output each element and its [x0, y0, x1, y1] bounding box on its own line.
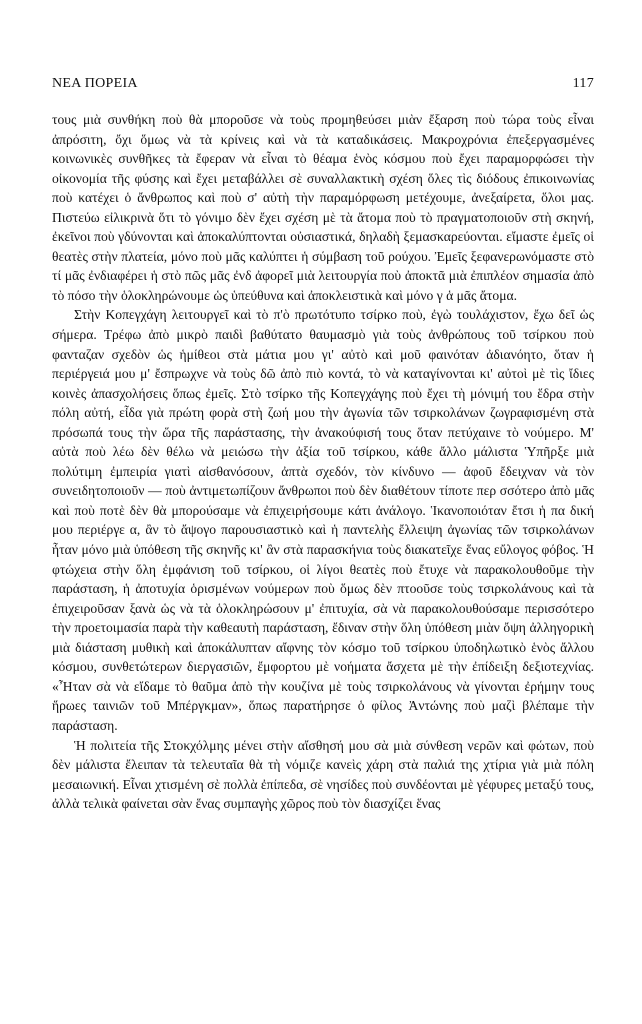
- paragraph: τους μιὰ συνθήκη ποὺ θὰ μποροῦσε νὰ τοὺς προμηθεύσει μιὰν ἔξαρση ποὺ τώρα τοὺς εἶναι ἀπρόσιτη, ὄχι ὅμως νὰ τὰ κρίνεις καὶ νὰ τὰ καταδικάσεις. Μακροχρόνια ἐπεξεργασμένες κοινωνικὲς συνθῆκες τὰ ἔφεραν νὰ εἶναι τὸ θέαμα ἑνὸς κόσμου ποὺ ἔχει παραμορφώσει τὴν οἰκονομία τῆς φύσης καὶ ἔχει μεταβάλλει σὲ συναλλακτικὴ σχέση ὅλες τὶς διόδους ἐπικοινωνίας ποὺ κατέχει ὁ ἄνθρωπος καὶ ποὺ σ' αὐτὴ τὴν παραμόρφωση μετέχουμε, ἀνεξαίρετα, ὅλοι μας. Πιστεύω εἰλικρινὰ ὅτι τὸ γόνιμο δὲν ἔχει σχέση μὲ τὰ ἄτομα ποὺ τὸ πραγματοποιοῦν στὴ σκηνή, ἐκεῖνοι ποὺ γδύνονται καὶ ἀποκαλύπτονται οὐσιαστικά, δηλαδὴ ξεμασκαρεύονται. εἴμαστε ἐμεῖς οἱ θεατὲς στὴν πλατεία, μόνο ποὺ μᾶς καλύπτει ἡ σύμβαση τοῦ ρούχου. Ἐμεῖς ξεφανερωνόμαστε στὸ τί μᾶς ἐνδιαφέρει ἡ στὸ πῶς μᾶς ἐνδ ἀφορεῖ μιὰ λειτουργία ποὺ ἀποκτᾶ μιὰ ἐπιπλέον σημασία ἀπὸ τὸ πόσο τὴν ὁλοκληρώνουμε ὡς ὑπεύθυνα καὶ ἀποκλειστικὰ καὶ μόνο γ ἁ μᾶς ἄτομα.: [52, 112, 594, 303]
- journal-title: ΝΕΑ ΠΟΡΕΙΑ: [52, 76, 138, 91]
- paragraph: Ἡ πολιτεία τῆς Στοκχόλμης μένει στὴν αἴσθησή μου σὰ μιὰ σύνθεση νερῶν καὶ φώτων, ποὺ δὲν μάλιστα ἔλειπαν τὰ τελευταῖα θὰ τὴ νόμιζε κανεὶς χάρη στὰ παλιά της χτίρια γιὰ μιὰ πόλη μεσαιωνική. Εἶναι χτισμένη σὲ πολλὰ ἐπίπεδα, σὲ νησίδες ποὺ συνδέονται μὲ γέφυρες μεταξύ τους, ἀλλὰ τελικὰ φαίνεται σὰν ἕνας συμπαγὴς χῶρος ποὺ τὸν διασχίζει ἕνας: [52, 737, 594, 812]
- body-text: [52, 110, 594, 814]
- page-number: 117: [572, 76, 594, 91]
- paragraph: Στὴν Κοπεγχάγη λειτουργεῖ καὶ τὸ π'ὸ πρωτότυπο τσίρκο ποὺ, ἐγὼ τουλάχιστον, ἔχω δεῖ ὡς σήμερα. Τρέφω ἀπὸ μικρὸ παιδὶ βαθύτατο θαυμασμὸ γιὰ τοὺς ἀνθρώπους τοῦ τσίρκου ποὺ φανταζαν σχεδὸν ὡς ἡμίθεοι στὰ μάτια μου γι' αὐτὸ καὶ μοῦ φαινόταν ἀδιανόητο, ὅταν ἡ περιέργειά μου μ' ἔσπρωχνε νὰ τοὺς δῶ ἀπὸ πιὸ κοντά, τὸ νὰ καταγίνονται κι' αὐτοὶ μὲ τὶς ἴδιες κοινὲς ἀπασχολήσεις ὅπως ἐμεῖς. Στὸ τσίρκο τῆς Κοπεγχάγης ποὺ ἔχει τὴ μόνιμή του ἕδρα στὴν πόλη αὐτή, εἶδα γιὰ πρώτη φορὰ στὴ ζωή μου τὴν ἀγωνία τῶν τσιρκολάνων ζωγραφισμένη στὰ πρόσωπά τους τὴν ὥρα τῆς παράστασης, τὴν ἀνακούφισή τους ὅταν πετύχαινε τὸ νούμερο. Μ' αὐτὰ ποὺ λέω δὲν θέλω νὰ μειώσω τὴν ἀξία τοῦ τσίρκου, κάθε ἄλλο μάλιστα Ὑπῆρξε μιὰ πολύτιμη ἐμπειρία γιατὶ αἰσθανόσουν, ἀπτὰ σχεδόν, τὸν κίνδυνο — ἀφοῦ ἔδειχναν νὰ τὸν συνειδητοποιοῦν — ποὺ ἀντιμετωπίζουν ἄνθρωποι ποὺ δὲν διαθέτουν τίποτε περ σσότερο ἀπὸ μᾶς καὶ ποὺ ποτὲ δὲν θὰ μπορούσαμε νὰ ἐπιχειρήσουμε κάτι ἀνάλογο. Ἱκανοποιόταν ἔτσι ἡ πα δική μου περιέργε α, ἂν τὸ ἄψογο παρουσιαστικὸ καὶ ἡ παντελὴς ἔλλειψη ἀγωνίας τῶν τσιρκολάνων ἦταν μόνο μιὰ ὑπόθεση τῆς σκηνῆς κι' ἂν στὰ παρασκήνια τοὺς διακατεῖχε ἕνας εὔλογος φόβος. Ἡ φτώχεια στὴν ὅλη ἐμφάνιση τοῦ τσίρκου, οἱ λίγοι θεατὲς ποὺ ἔτυχε νὰ παρακολουθοῦμε τὴν παράσταση, ἡ ἀποτυχία ὁρισμένων νούμερων ποὺ ὅμως δὲν πτοοῦσε τοὺς τσιρκολάνους καὶ τὰ ἐπιχειροῦσαν ξανὰ ὡς νὰ τὰ ὁλοκληρώσουν μ' ἐπιτυχία, σὰ νὰ παρακολουθούσαμε περισσότερο τὴν προετοιμασία παρὰ τὴν καθεαυτὴ παράσταση, ἔδιναν στὴν ὅλη ὑπόθεση μιὰν ὄψη ἀλληγορικὴ μιὰ διάσταση μυθικὴ καὶ ἀποκάλυπταν αἴφνης τὸν κόσμο τοῦ τσίρκου ὑποδηλωτικὸ ἑνὸς ἄλλου κόσμου, συνθετώτερων διεργασιῶν, ἔμφορτου μὲ νοήματα ἄσχετα μὲ τὴν ἐπίδειξη δεξιοτεχνίας. «Ἦταν σὰ νὰ εἴδαμε τὸ θαῦμα ἀπὸ τὴν κουζίνα μὲ τοὺς τσιρκολάνους νὰ γίνονται ἐρήμην τους ἥρωες ταινιῶν τοῦ Μπέργκμαν», ὅπως παρατήρησε ὁ φίλος Ἀντώνης ποὺ μαζὶ βλέπαμε τὴν παράσταση.: [52, 307, 594, 733]
- running-header: [52, 76, 594, 92]
